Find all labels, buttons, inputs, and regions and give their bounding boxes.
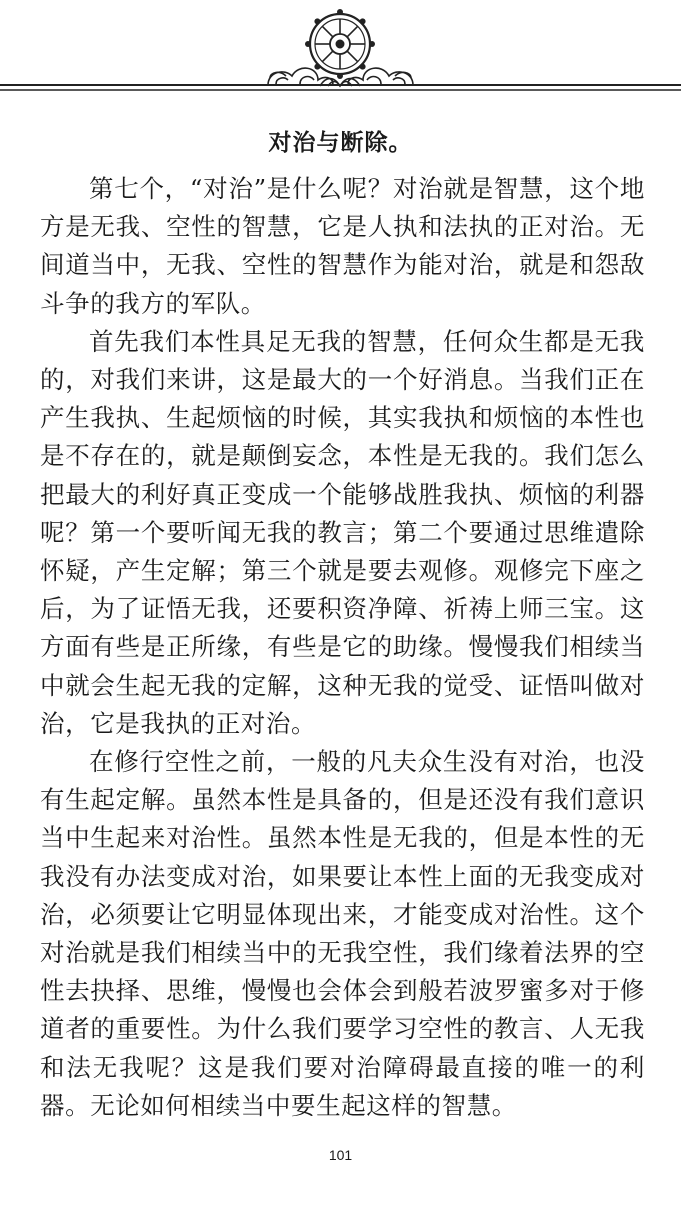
paragraph: 在修行空性之前，一般的凡夫众生没有对治，也没有生起定解。虽然本性是具备的，但是还没有我们意识当中生起来对治性。虽然本性是无我的，但是本性的无我没有办法变成对治，如果要让本性上面的无我变成对治，必须要让它明显体现出来，才能变成对治性。这个对治就是我们相续当中的无我空性，我们缘着法界的空性去抉择、思维，慢慢也会体会到般若波罗蜜多对于修道者的重要性。为什么我们要学习空性的教言、人无我和法无我呢？这是我们要对治障碍最直接的唯一的利器。无论如何相续当中要生起这样的智慧。	[40, 747, 645, 1120]
paragraph: 首先我们本性具足无我的智慧，任何众生都是无我的，对我们来讲，这是最大的一个好消息。当我们正在产生我执、生起烦恼的时候，其实我执和烦恼的本性也是不存在的，就是颠倒妄念，本性是无我的。我们怎么把最大的利好真正变成一个能够战胜我执、烦恼的利器呢？第一个要听闻无我的教言；第二个要通过思维遣除怀疑，产生定解；第三个就是要去观修。观修完下座之后，为了证悟无我，还要积资净障、祈祷上师三宝。这方面有些是正所缘，有些是它的助缘。慢慢我们相续当中就会生起无我的定解，这种无我的觉受、证悟叫做对治，它是我执的正对治。	[40, 326, 645, 738]
body-text	[40, 170, 645, 1125]
section-title: 对治与断除。	[268, 130, 413, 156]
page-number: 101	[328, 1147, 353, 1163]
header-ornament	[0, 0, 681, 110]
paragraph: 第七个，“对治”是什么呢？对治就是智慧，这个地方是无我、空性的智慧，它是人执和法执的正对治。无间道当中，无我、空性的智慧作为能对治，就是和怨敌斗争的我方的军队。	[40, 174, 645, 318]
dharma-wheel-icon	[305, 9, 375, 79]
